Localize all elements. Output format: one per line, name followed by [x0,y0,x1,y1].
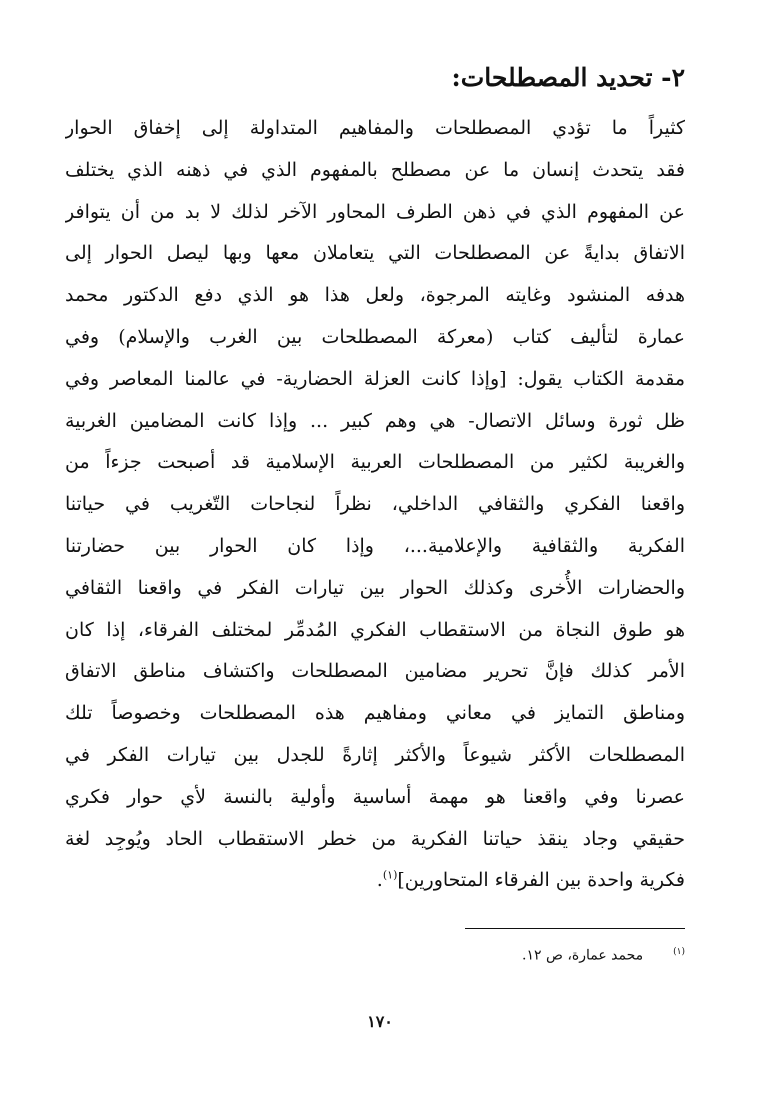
text-line: عن المفهوم الذي في ذهن الطرف المحاور الآخر لذلك لا بد من أن يتوافر [65,200,685,223]
text-line: عمارة لتأليف كتاب (معركة المصطلحات بين الغرب والإسلام) وفي [65,325,685,348]
text-line-last [65,860,685,902]
text-line: المصطلحات الأكثر شيوعاً والأكثر إثارةً للجدل بين تيارات الفكر في [65,743,685,766]
text-line: عصرنا وفي واقعنا هو مهمة أساسية وأولية بالنسة لأي حوار فكري [65,785,685,808]
text-line: واقعنا الفكري والثقافي الداخلي، نظراً لنجاحات التّغريب في حياتنا [65,493,685,516]
final-period: . [376,869,383,892]
text-line: ظل ثورة وسائل الاتصال- هي وهم كبير ... وإذا كانت المضامين الغربية [65,409,685,432]
text-line: والغريبة لكثير من المصطلحات العربية الإسلامية قد أصبحت جزءاً من [65,451,685,474]
last-line-text: فكرية واحدة بين الفرقاء المتحاورين] [397,869,685,892]
text-line: حقيقي وجاد ينقذ حياتنا الفكرية من خطر الاستقطاب الحاد ويُوجِد لغة [65,827,685,850]
body-paragraph [65,108,685,902]
text-line: مقدمة الكتاب يقول: [وإذا كانت العزلة الحضارية- في عالمنا المعاصر وفي [65,367,685,390]
text-line: والحضارات الأُخرى وكذلك الحوار بين تيارات الفكر في واقعنا الثقافي [65,576,685,599]
text-line: الفكرية والثقافية والإعلامية...، وإذا كان الحوار بين حضارتنا [65,534,685,557]
text-line: ومناطق التمايز في معاني ومفاهيم هذه المصطلحات وخصوصاً تلك [65,702,685,725]
section-heading: ٢- تحديد المصطلحات: [451,63,685,92]
footnote-number: (١) [673,947,685,957]
footnote [522,940,685,968]
text-line: هو طوق النجاة من الاستقطاب الفكري المُدمِّر لمختلف الفرقاء، إذا كان [65,618,685,641]
text-line: فقد يتحدث إنسان ما عن مصطلح بالمفهوم الذي في ذهنه الذي يختلف [65,158,685,181]
text-line: الأمر كذلك فإنَّ تحرير مضامين المصطلحات واكتشاف مناطق الاتفاق [65,660,685,683]
text-line: الاتفاق بدايةً عن المصطلحات التي يتعاملان معها وبها ليصل الحوار إلى [65,242,685,265]
footnote-reference: (١) [382,869,398,883]
text-line: كثيراً ما تؤدي المصطلحات والمفاهيم المتداولة إلى إخفاق الحوار [65,117,685,139]
text-line: هدفه المنشود وغايته المرجوة، ولعل هذا هو الذي دفع الدكتور محمد [65,284,685,307]
page-number: ١٧٠ [367,1012,393,1031]
footnote-text: محمد عمارة، ص ١٢. [522,947,644,964]
footnote-divider [465,928,685,929]
